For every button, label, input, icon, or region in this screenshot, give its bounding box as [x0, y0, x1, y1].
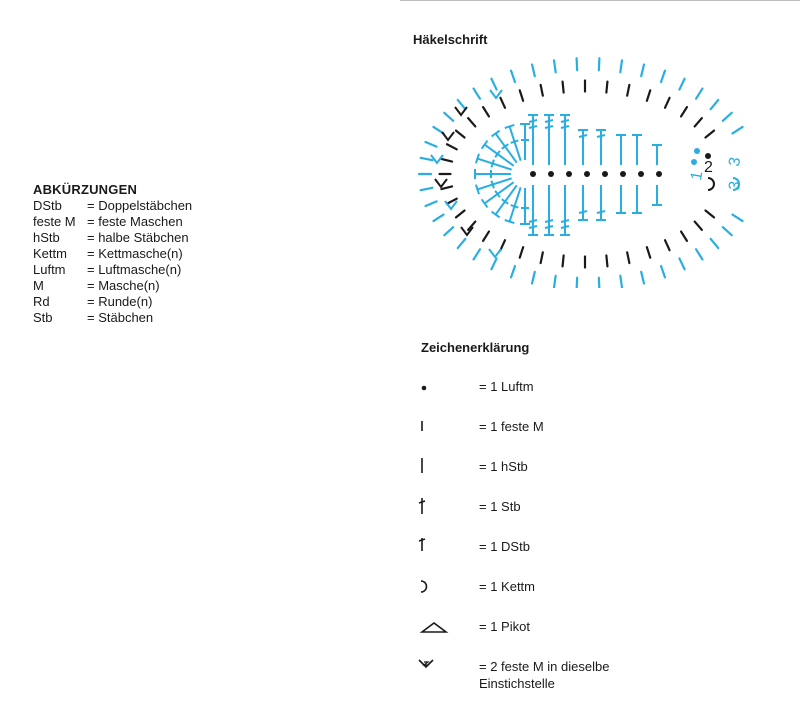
increase-stitch — [461, 227, 473, 235]
round-stitch — [599, 278, 600, 288]
round-label: 3 — [726, 155, 745, 168]
abbreviation-row — [33, 294, 192, 310]
round-stitch — [444, 227, 453, 235]
round-stitch — [620, 276, 622, 288]
round-label: 2 — [704, 159, 713, 176]
stitch-bar — [579, 211, 587, 213]
round-stitch — [511, 266, 515, 277]
treble-crochet-icon — [416, 538, 456, 578]
two-sc-same-stitch-icon — [416, 658, 456, 698]
round-stitch — [647, 247, 650, 257]
half-double-crochet-icon — [416, 458, 456, 498]
crochet-chart — [405, 48, 755, 288]
round-stitch — [711, 239, 719, 248]
stitch-bar — [561, 220, 569, 222]
round-stitch — [444, 113, 453, 121]
round-stitch — [500, 98, 505, 108]
stitch-bar — [529, 220, 537, 222]
stitch-bar — [545, 120, 553, 122]
round-stitch — [456, 210, 465, 217]
chain-stitch — [694, 148, 700, 154]
abbreviation-key: Luftm — [33, 262, 66, 277]
round-stitch — [732, 127, 742, 133]
abbreviation-value: = Masche(n) — [87, 278, 160, 293]
abbreviation-key: feste M — [33, 214, 76, 229]
legend-row — [416, 498, 796, 538]
round-stitch — [483, 107, 489, 116]
abbreviation-row — [33, 310, 192, 326]
round-stitch — [577, 278, 578, 288]
round-stitch — [665, 98, 670, 108]
round-label: 3 — [726, 179, 745, 192]
abbreviation-value: = feste Maschen — [87, 214, 183, 229]
legend-label: = 2 feste M in dieselbe Einstichstelle — [479, 659, 610, 691]
round-stitch — [491, 258, 496, 269]
round-stitch — [665, 240, 670, 250]
round-stitch — [647, 90, 650, 100]
round-stitch — [491, 79, 496, 90]
legend-row — [416, 458, 796, 498]
round-stitch — [532, 65, 535, 77]
round-stitch — [695, 118, 702, 126]
fan-stitch-top — [482, 199, 488, 207]
stitch-bar — [529, 126, 537, 128]
round-stitch — [500, 240, 505, 250]
round-stitch — [723, 227, 732, 235]
legend-title: Zeichenerklärung — [421, 340, 530, 355]
chart-title: Häkelschrift — [413, 32, 488, 47]
round-stitch — [474, 89, 480, 99]
round-stitch — [426, 142, 437, 147]
legend-row — [416, 418, 796, 458]
abbreviation-row — [33, 230, 192, 246]
round-stitch — [705, 210, 714, 217]
stitch-bar — [597, 135, 605, 137]
round-stitch — [661, 71, 665, 82]
slip-stitch-icon — [416, 578, 456, 618]
chain-icon — [416, 378, 456, 418]
round-stitch — [711, 100, 719, 109]
chain-stitch — [530, 171, 536, 177]
abbreviation-value: = Runde(n) — [87, 294, 153, 309]
fan-stitch-bar — [511, 140, 519, 142]
fan-stitch-top — [492, 131, 500, 137]
slip-stitch — [708, 178, 714, 190]
increase-stitch — [489, 249, 501, 257]
abbreviations-panel — [33, 182, 192, 326]
round-stitch — [705, 131, 714, 138]
chain-stitch — [548, 171, 554, 177]
abbreviation-value: = Doppelstäbchen — [87, 198, 193, 213]
round-stitch — [426, 201, 437, 206]
round-stitch — [679, 79, 684, 90]
round-stitch — [641, 65, 644, 77]
round-stitch — [620, 60, 622, 72]
round-stitch — [563, 82, 564, 93]
round-stitch — [563, 255, 564, 266]
increase-stitch — [442, 132, 454, 140]
abbreviation-value: = Kettmasche(n) — [87, 246, 183, 261]
round-stitch — [421, 158, 433, 160]
abbreviation-value: = halbe Stäbchen — [87, 230, 189, 245]
round-stitch — [554, 276, 556, 288]
round-stitch — [679, 258, 684, 269]
round-stitch — [599, 58, 600, 70]
legend-row — [416, 658, 796, 698]
round-stitch — [520, 247, 523, 257]
chain-stitch — [584, 171, 590, 177]
legend-row — [416, 578, 796, 618]
legend-label: = 1 Pikot — [479, 619, 530, 634]
fan-stitch-bar — [511, 205, 519, 207]
chain-stitch — [656, 171, 662, 177]
abbreviation-value: = Stäbchen — [87, 310, 154, 325]
fan-stitch-top — [482, 141, 488, 149]
round-stitch — [661, 266, 665, 277]
legend-label: = 1 hStb — [479, 459, 528, 474]
stitch-bar — [579, 135, 587, 137]
abbreviations-title: ABKÜRZUNGEN — [33, 182, 138, 197]
stitch-bar — [561, 120, 569, 122]
stitch-bar — [561, 126, 569, 128]
abbreviation-key: Stb — [33, 310, 53, 325]
round-stitch — [606, 255, 607, 266]
round-stitch — [433, 215, 443, 221]
fan-stitch-bar — [491, 181, 493, 189]
stitch-bar — [561, 226, 569, 228]
round-stitch — [532, 272, 535, 284]
round-stitch — [577, 58, 578, 70]
chain-stitch — [602, 171, 608, 177]
chain-stitch — [620, 171, 626, 177]
round-stitch — [474, 249, 480, 259]
legend-label: = 1 feste M — [479, 419, 544, 434]
round-stitch — [606, 82, 607, 93]
abbreviation-value: = Luftmasche(n) — [87, 262, 182, 277]
fan-stitch-top — [492, 212, 500, 218]
single-crochet-icon — [416, 418, 456, 458]
round-stitch — [541, 252, 543, 263]
round-stitch — [520, 90, 523, 100]
stitch-bar — [545, 220, 553, 222]
legend-label: = 1 Stb — [479, 499, 521, 514]
abbreviation-row — [33, 262, 192, 278]
abbreviation-key: M — [33, 278, 44, 293]
round-stitch — [483, 232, 489, 241]
stitch-bar — [545, 226, 553, 228]
abbreviation-row — [33, 278, 192, 294]
round-stitch — [458, 100, 466, 109]
round-stitch — [696, 89, 702, 99]
legend-row — [416, 618, 796, 658]
abbreviation-key: DStb — [33, 198, 62, 213]
chain-stitch — [566, 171, 572, 177]
round-stitch — [695, 222, 702, 230]
round-stitch — [723, 113, 732, 121]
increase-stitch — [431, 155, 443, 163]
legend-row — [416, 378, 796, 418]
picot-icon — [416, 618, 456, 658]
round-stitch — [541, 85, 543, 96]
chain-stitch — [691, 159, 697, 165]
round-stitch — [627, 252, 629, 263]
round-stitch — [421, 188, 433, 190]
legend-label: = 1 DStb — [479, 539, 530, 554]
abbreviation-key: Kettm — [33, 246, 67, 261]
top-divider — [400, 0, 800, 1]
round-stitch — [732, 215, 742, 221]
round-stitch — [441, 159, 452, 162]
round-stitch — [554, 60, 556, 72]
stitch-bar — [545, 126, 553, 128]
abbreviation-row — [33, 246, 192, 262]
fan-stitch-bar — [491, 160, 493, 168]
stitch-bar — [529, 120, 537, 122]
legend-label: = 1 Luftm — [479, 379, 534, 394]
legend-label: = 1 Kettm — [479, 579, 535, 594]
stitch-bar — [597, 211, 605, 213]
round-stitch — [696, 249, 702, 259]
abbreviation-key: hStb — [33, 230, 60, 245]
round-stitch — [681, 232, 687, 241]
round-stitch — [511, 71, 515, 82]
abbreviation-row — [33, 198, 192, 214]
round-label: 1 — [688, 169, 707, 182]
round-stitch — [447, 144, 457, 149]
abbreviation-row — [33, 214, 192, 230]
increase-stitch — [455, 107, 467, 115]
round-stitch — [641, 272, 644, 284]
double-crochet-icon — [416, 498, 456, 538]
round-stitch — [441, 186, 452, 189]
chain-stitch — [638, 171, 644, 177]
round-stitch — [456, 131, 465, 138]
abbreviation-key: Rd — [33, 294, 50, 309]
round-stitch — [458, 239, 466, 248]
round-stitch — [681, 107, 687, 116]
stitch-bar — [529, 226, 537, 228]
round-stitch — [627, 85, 629, 96]
increase-stitch — [435, 179, 447, 187]
legend-row — [416, 538, 796, 578]
round-stitch — [468, 118, 475, 126]
